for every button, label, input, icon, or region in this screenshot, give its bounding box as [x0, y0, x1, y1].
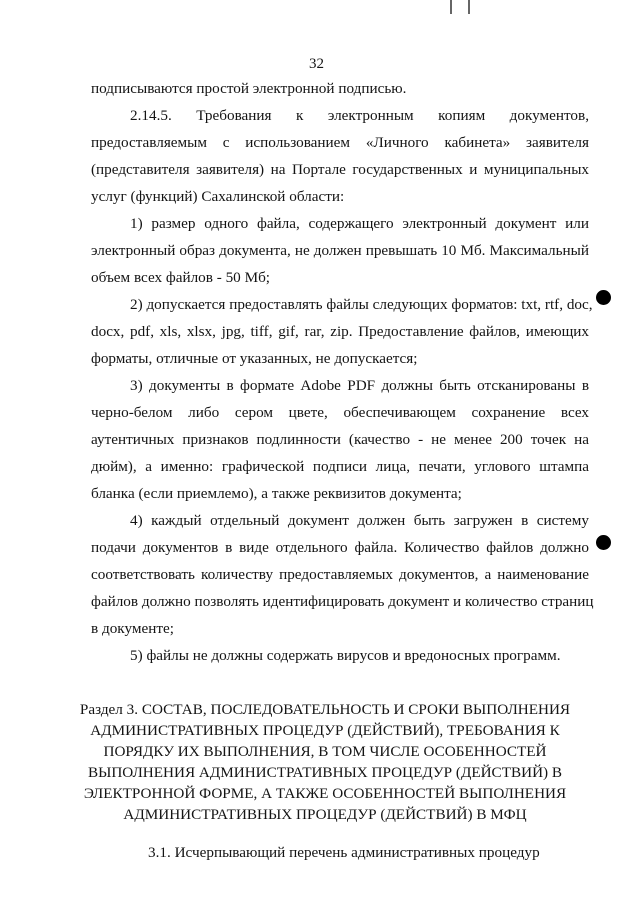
text-line: 1) размер одного файла, содержащего электронный документ или: [130, 215, 589, 232]
text-line: предоставляемым с использованием «Личного кабинета» заявителя: [91, 134, 589, 151]
binding-marks: [430, 0, 490, 14]
text-line: подписываются простой электронной подписью.: [91, 80, 407, 97]
text-line: электронный образ документа, не должен превышать 10 Мб. Максимальный: [91, 242, 589, 259]
text-line: файлов должно позволять идентифицировать документ и количество страниц: [91, 593, 594, 610]
section-heading-line: АДМИНИСТРАТИВНЫХ ПРОЦЕДУР (ДЕЙСТВИЙ) В МФЦ: [123, 806, 527, 823]
text-line: бланка (если приемлемо), а также реквизитов документа;: [91, 485, 462, 502]
section-heading-line: ПОРЯДКУ ИХ ВЫПОЛНЕНИЯ, В ТОМ ЧИСЛЕ ОСОБЕННОСТЕЙ: [103, 743, 547, 760]
text-line: форматы, отличные от указанных, не допускается;: [91, 350, 418, 367]
text-line: аутентичных признаков подлинности (качество - не менее 200 точек на: [91, 431, 589, 448]
section-heading-line: Раздел 3. СОСТАВ, ПОСЛЕДОВАТЕЛЬНОСТЬ И СРОКИ ВЫПОЛНЕНИЯ: [79, 701, 571, 718]
section-heading-line: АДМИНИСТРАТИВНЫХ ПРОЦЕДУР (ДЕЙСТВИЙ), ТРЕБОВАНИЯ К: [90, 722, 560, 739]
text-line: дюйм), а именно: графической подписи лица, печати, углового штампа: [91, 458, 589, 475]
text-line: 4) каждый отдельный документ должен быть загружен в систему: [130, 512, 589, 529]
text-line: в документе;: [91, 620, 174, 637]
text-line: docx, pdf, xls, xlsx, jpg, tiff, gif, rar, zip. Предоставление файлов, имеющих: [91, 323, 589, 340]
section-heading-line: ВЫПОЛНЕНИЯ АДМИНИСТРАТИВНЫХ ПРОЦЕДУР (ДЕЙСТВИЙ) В: [87, 764, 563, 781]
section-heading-line: ЭЛЕКТРОННОЙ ФОРМЕ, А ТАКЖЕ ОСОБЕННОСТЕЙ ВЫПОЛНЕНИЯ: [83, 785, 567, 802]
punch-hole-mark: [596, 290, 611, 305]
text-line: объем всех файлов - 50 Мб;: [91, 269, 271, 286]
text-line: 5) файлы не должны содержать вирусов и вредоносных программ.: [130, 647, 561, 664]
text-line: подачи документов в виде отдельного файла. Количество файлов должно: [91, 539, 589, 556]
text-line: 2.14.5. Требования к электронным копиям документов,: [130, 107, 589, 124]
text-line: услуг (функций) Сахалинской области:: [91, 188, 345, 205]
punch-hole-mark: [596, 535, 611, 550]
text-line: соответствовать количеству предоставляемых документов, а наименование: [91, 566, 589, 583]
text-line: 2) допускается предоставлять файлы следующих форматов: txt, rtf, doc,: [130, 296, 593, 313]
text-line: (представителя заявителя) на Портале государственных и муниципальных: [91, 161, 589, 178]
subsection-title: 3.1. Исчерпывающий перечень административных процедур: [148, 844, 540, 861]
text-line: черно-белом либо сером цвете, обеспечивающем сохранение всех: [91, 404, 589, 421]
page-number: 32: [309, 56, 324, 72]
text-line: 3) документы в формате Adobe PDF должны быть отсканированы в: [130, 377, 589, 394]
